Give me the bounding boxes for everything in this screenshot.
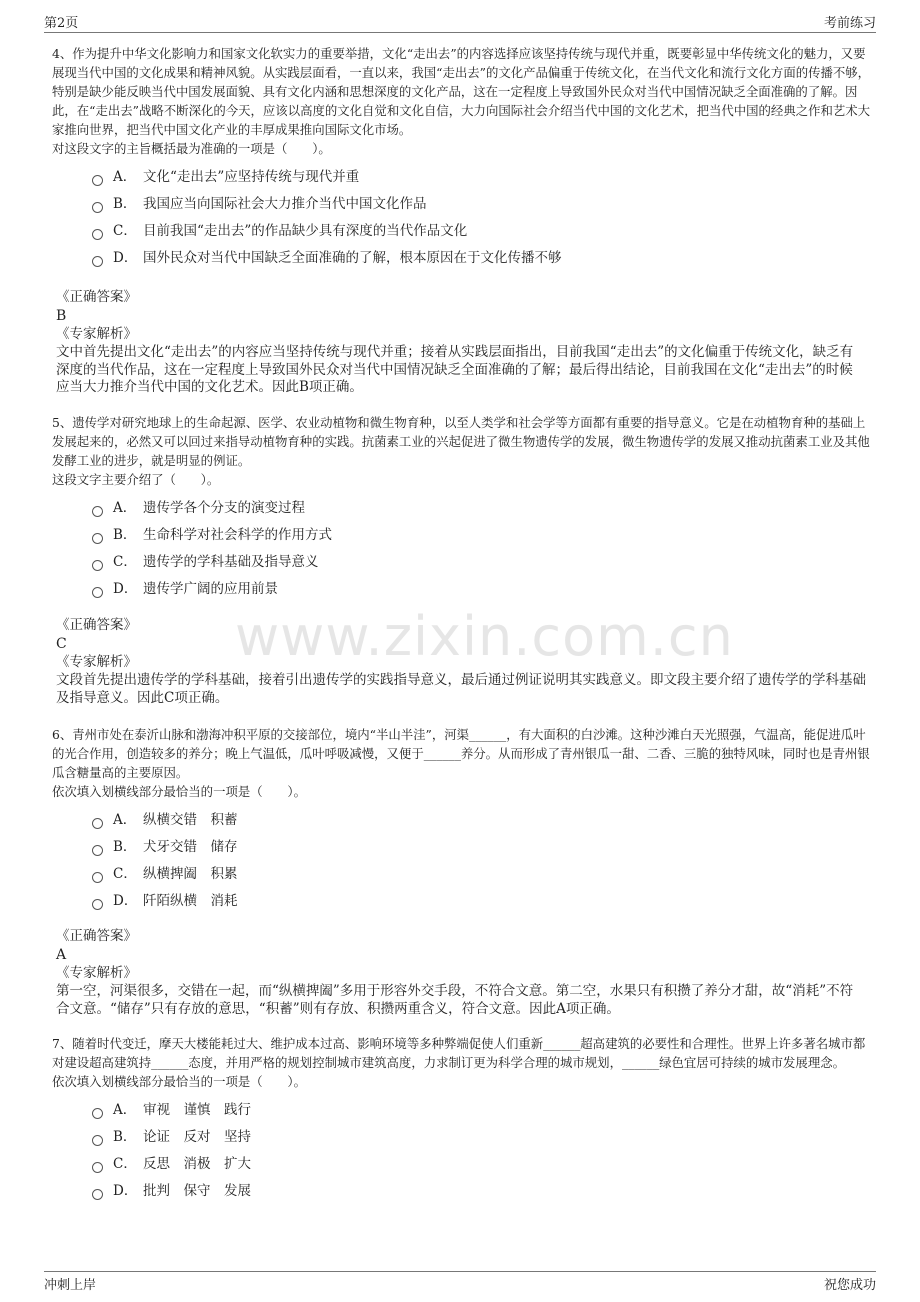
radio-icon[interactable]	[92, 229, 103, 240]
option-text: 论证 反对 坚持	[143, 1129, 251, 1145]
options-list	[92, 164, 872, 272]
analysis-label: 《专家解析》	[56, 326, 137, 342]
header-title: 考前练习	[823, 16, 876, 31]
question-stem: 5、遗传学对研究地球上的生命起源、医学、农业动植物和微生物育种，以至人类学和社会学等方面都有重要的指导意义。它是在动植物育种的基础上发展起来的，必然又可以回过来指导动植物育种的实践。抗菌素工业的兴起促进了微生物遗传学的发展，微生物遗传学的发展又推动抗菌素工业及其他发酵工业的进步，就是明显的例证。	[52, 415, 870, 468]
option-d[interactable]	[92, 1178, 872, 1205]
option-key: A．	[113, 1102, 137, 1118]
question-prompt: 依次填入划横线部分最恰当的一项是（ ）。	[52, 784, 307, 799]
question-prompt: 依次填入划横线部分最恰当的一项是（ ）。	[52, 1074, 307, 1089]
option-text: 纵横交错 积蓄	[143, 812, 238, 828]
answer-block-5	[56, 616, 866, 707]
option-key: D．	[113, 1183, 138, 1199]
option-key: A．	[113, 500, 137, 516]
option-d[interactable]	[92, 576, 872, 603]
answer-value: B	[56, 308, 67, 324]
option-key: C．	[113, 223, 137, 239]
analysis-label: 《专家解析》	[56, 654, 137, 670]
radio-icon[interactable]	[92, 899, 103, 910]
option-text: 目前我国“走出去”的作品缺少具有深度的当代作品文化	[143, 223, 468, 239]
option-text: 遗传学各个分支的演变过程	[143, 500, 305, 516]
radio-icon[interactable]	[92, 1189, 103, 1200]
analysis-text: 第一空，河渠很多，交错在一起，而“纵横捭阖”多用于形容外交手段，不符合文意。第二空，水果只有积攒了养分才甜，故“消耗”不符合文意。“储存”只有存放的意思，“积蓄”则有存放、积攒两重含义，符合文意。因此A项正确。	[56, 983, 854, 1017]
page-number: 第2页	[44, 16, 79, 31]
option-c[interactable]	[92, 1151, 872, 1178]
question-prompt: 对这段文字的主旨概括最为准确的一项是（ ）。	[52, 141, 331, 156]
option-text: 纵横捭阖 积累	[143, 866, 238, 882]
question-stem: 4、作为提升中华文化影响力和国家文化软实力的重要举措，文化“走出去”的内容选择应该坚持传统与现代并重，既要彰显中华传统文化的魅力，又要展现当代中国的文化成果和精神风貌。从实践层面看，一直以来，我国“走出去”的文化产品偏重于传统文化，在当代文化和流行文化方面的传播不够，特别是缺少能反映当代中国发展面貌、具有文化内涵和思想深度的文化产品，这在一定程度上导致国外民众对当代中国情况缺乏全面准确的了解。因此，在“走出去”战略不断深化的今天，应该以高度的文化自觉和文化自信，大力向国际社会介绍当代中国的文化艺术，把当代中国的经典之作和艺术大家推向世界，把当代中国文化产业的丰厚成果推向国际文化市场。	[52, 46, 871, 137]
option-key: C．	[113, 554, 137, 570]
option-key: B．	[113, 196, 137, 212]
option-text: 反思 消极 扩大	[143, 1156, 251, 1172]
answer-label: 《正确答案》	[56, 928, 137, 944]
option-key: A．	[113, 812, 137, 828]
option-b[interactable]	[92, 834, 872, 861]
radio-icon[interactable]	[92, 845, 103, 856]
answer-label: 《正确答案》	[56, 617, 137, 633]
option-a[interactable]	[92, 807, 872, 834]
option-c[interactable]	[92, 861, 872, 888]
footer-left-text: 冲刺上岸	[44, 1278, 97, 1293]
option-key: C．	[113, 1156, 137, 1172]
analysis-text: 文中首先提出文化“走出去”的内容应当坚持传统与现代并重；接着从实践层面指出，目前我国“走出去”的文化偏重于传统文化，缺乏有深度的当代作品，这在一定程度上导致国外民众对当代中国情况缺乏全面准确的了解；最后得出结论，目前我国在文化“走出去”的时候应当大力推介当代中国的文化艺术。因此B项正确。	[56, 344, 854, 395]
option-key: D．	[113, 250, 138, 266]
watermark: www.zixin.com.cn	[235, 605, 734, 668]
option-text: 生命科学对社会科学的作用方式	[143, 527, 332, 543]
page-header	[44, 12, 876, 33]
question-6	[52, 725, 872, 915]
option-b[interactable]	[92, 522, 872, 549]
option-text: 文化“走出去”应坚持传统与现代并重	[143, 169, 360, 185]
radio-icon[interactable]	[92, 587, 103, 598]
question-7	[52, 1034, 872, 1205]
option-text: 国外民众对当代中国缺乏全面准确的了解，根本原因在于文化传播不够	[143, 250, 562, 266]
radio-icon[interactable]	[92, 533, 103, 544]
question-4	[52, 44, 872, 272]
answer-block-6	[56, 927, 866, 1018]
radio-icon[interactable]	[92, 872, 103, 883]
radio-icon[interactable]	[92, 818, 103, 829]
option-c[interactable]	[92, 218, 872, 245]
option-key: A．	[113, 169, 137, 185]
option-text: 阡陌纵横 消耗	[143, 893, 238, 909]
radio-icon[interactable]	[92, 1162, 103, 1173]
options-list	[92, 495, 872, 603]
page-footer	[44, 1271, 876, 1292]
option-c[interactable]	[92, 549, 872, 576]
option-text: 批判 保守 发展	[143, 1183, 251, 1199]
analysis-label: 《专家解析》	[56, 965, 137, 981]
answer-value: A	[56, 947, 67, 963]
options-list	[92, 1097, 872, 1205]
option-key: C．	[113, 866, 137, 882]
radio-icon[interactable]	[92, 1135, 103, 1146]
option-a[interactable]	[92, 164, 872, 191]
radio-icon[interactable]	[92, 175, 103, 186]
option-a[interactable]	[92, 495, 872, 522]
option-text: 审视 谨慎 践行	[143, 1102, 251, 1118]
options-list	[92, 807, 872, 915]
option-text: 遗传学广阔的应用前景	[143, 581, 278, 597]
option-key: D．	[113, 581, 138, 597]
question-stem: 7、随着时代变迁，摩天大楼能耗过大、维护成本过高、影响环境等多种弊端促使人们重新______超高建筑的必要性和合理性。世界上许多著名城市都对建设超高建筑持______态度，并用严格的规划控制城市建筑高度，力求制订更为科学合理的城市规划，______绿色宜居可持续的城市发展理念。	[52, 1036, 866, 1070]
option-b[interactable]	[92, 1124, 872, 1151]
question-prompt: 这段文字主要介绍了（ ）。	[52, 472, 220, 487]
radio-icon[interactable]	[92, 560, 103, 571]
radio-icon[interactable]	[92, 256, 103, 267]
option-text: 遗传学的学科基础及指导意义	[143, 554, 319, 570]
option-key: B．	[113, 839, 137, 855]
radio-icon[interactable]	[92, 506, 103, 517]
answer-value: C	[56, 636, 67, 652]
option-d[interactable]	[92, 245, 872, 272]
analysis-text: 文段首先提出遗传学的学科基础，接着引出遗传学的实践指导意义，最后通过例证说明其实践意义。即文段主要介绍了遗传学的学科基础及指导意义。因此C项正确。	[56, 672, 866, 706]
radio-icon[interactable]	[92, 1108, 103, 1119]
footer-right-text: 祝您成功	[823, 1278, 876, 1293]
option-key: B．	[113, 527, 137, 543]
option-a[interactable]	[92, 1097, 872, 1124]
question-5	[52, 413, 872, 603]
option-b[interactable]	[92, 191, 872, 218]
option-d[interactable]	[92, 888, 872, 915]
answer-block-4	[56, 288, 866, 397]
question-stem: 6、青州市处在泰沂山脉和渤海冲积平原的交接部位，境内“半山半洼”，河渠______，有大面积的白沙滩。这种沙滩白天光照强，气温高，能促进瓜叶的光合作用，创造较多的养分；晚上气温低，瓜叶呼吸减慢，又便于______养分。从而形成了青州银瓜一甜、二香、三脆的独特风味，同时也是青州银瓜含糖量高的主要原因。	[52, 727, 870, 780]
radio-icon[interactable]	[92, 202, 103, 213]
option-key: B．	[113, 1129, 137, 1145]
option-text: 犬牙交错 储存	[143, 839, 238, 855]
answer-label: 《正确答案》	[56, 289, 137, 305]
option-text: 我国应当向国际社会大力推介当代中国文化作品	[143, 196, 427, 212]
option-key: D．	[113, 893, 138, 909]
